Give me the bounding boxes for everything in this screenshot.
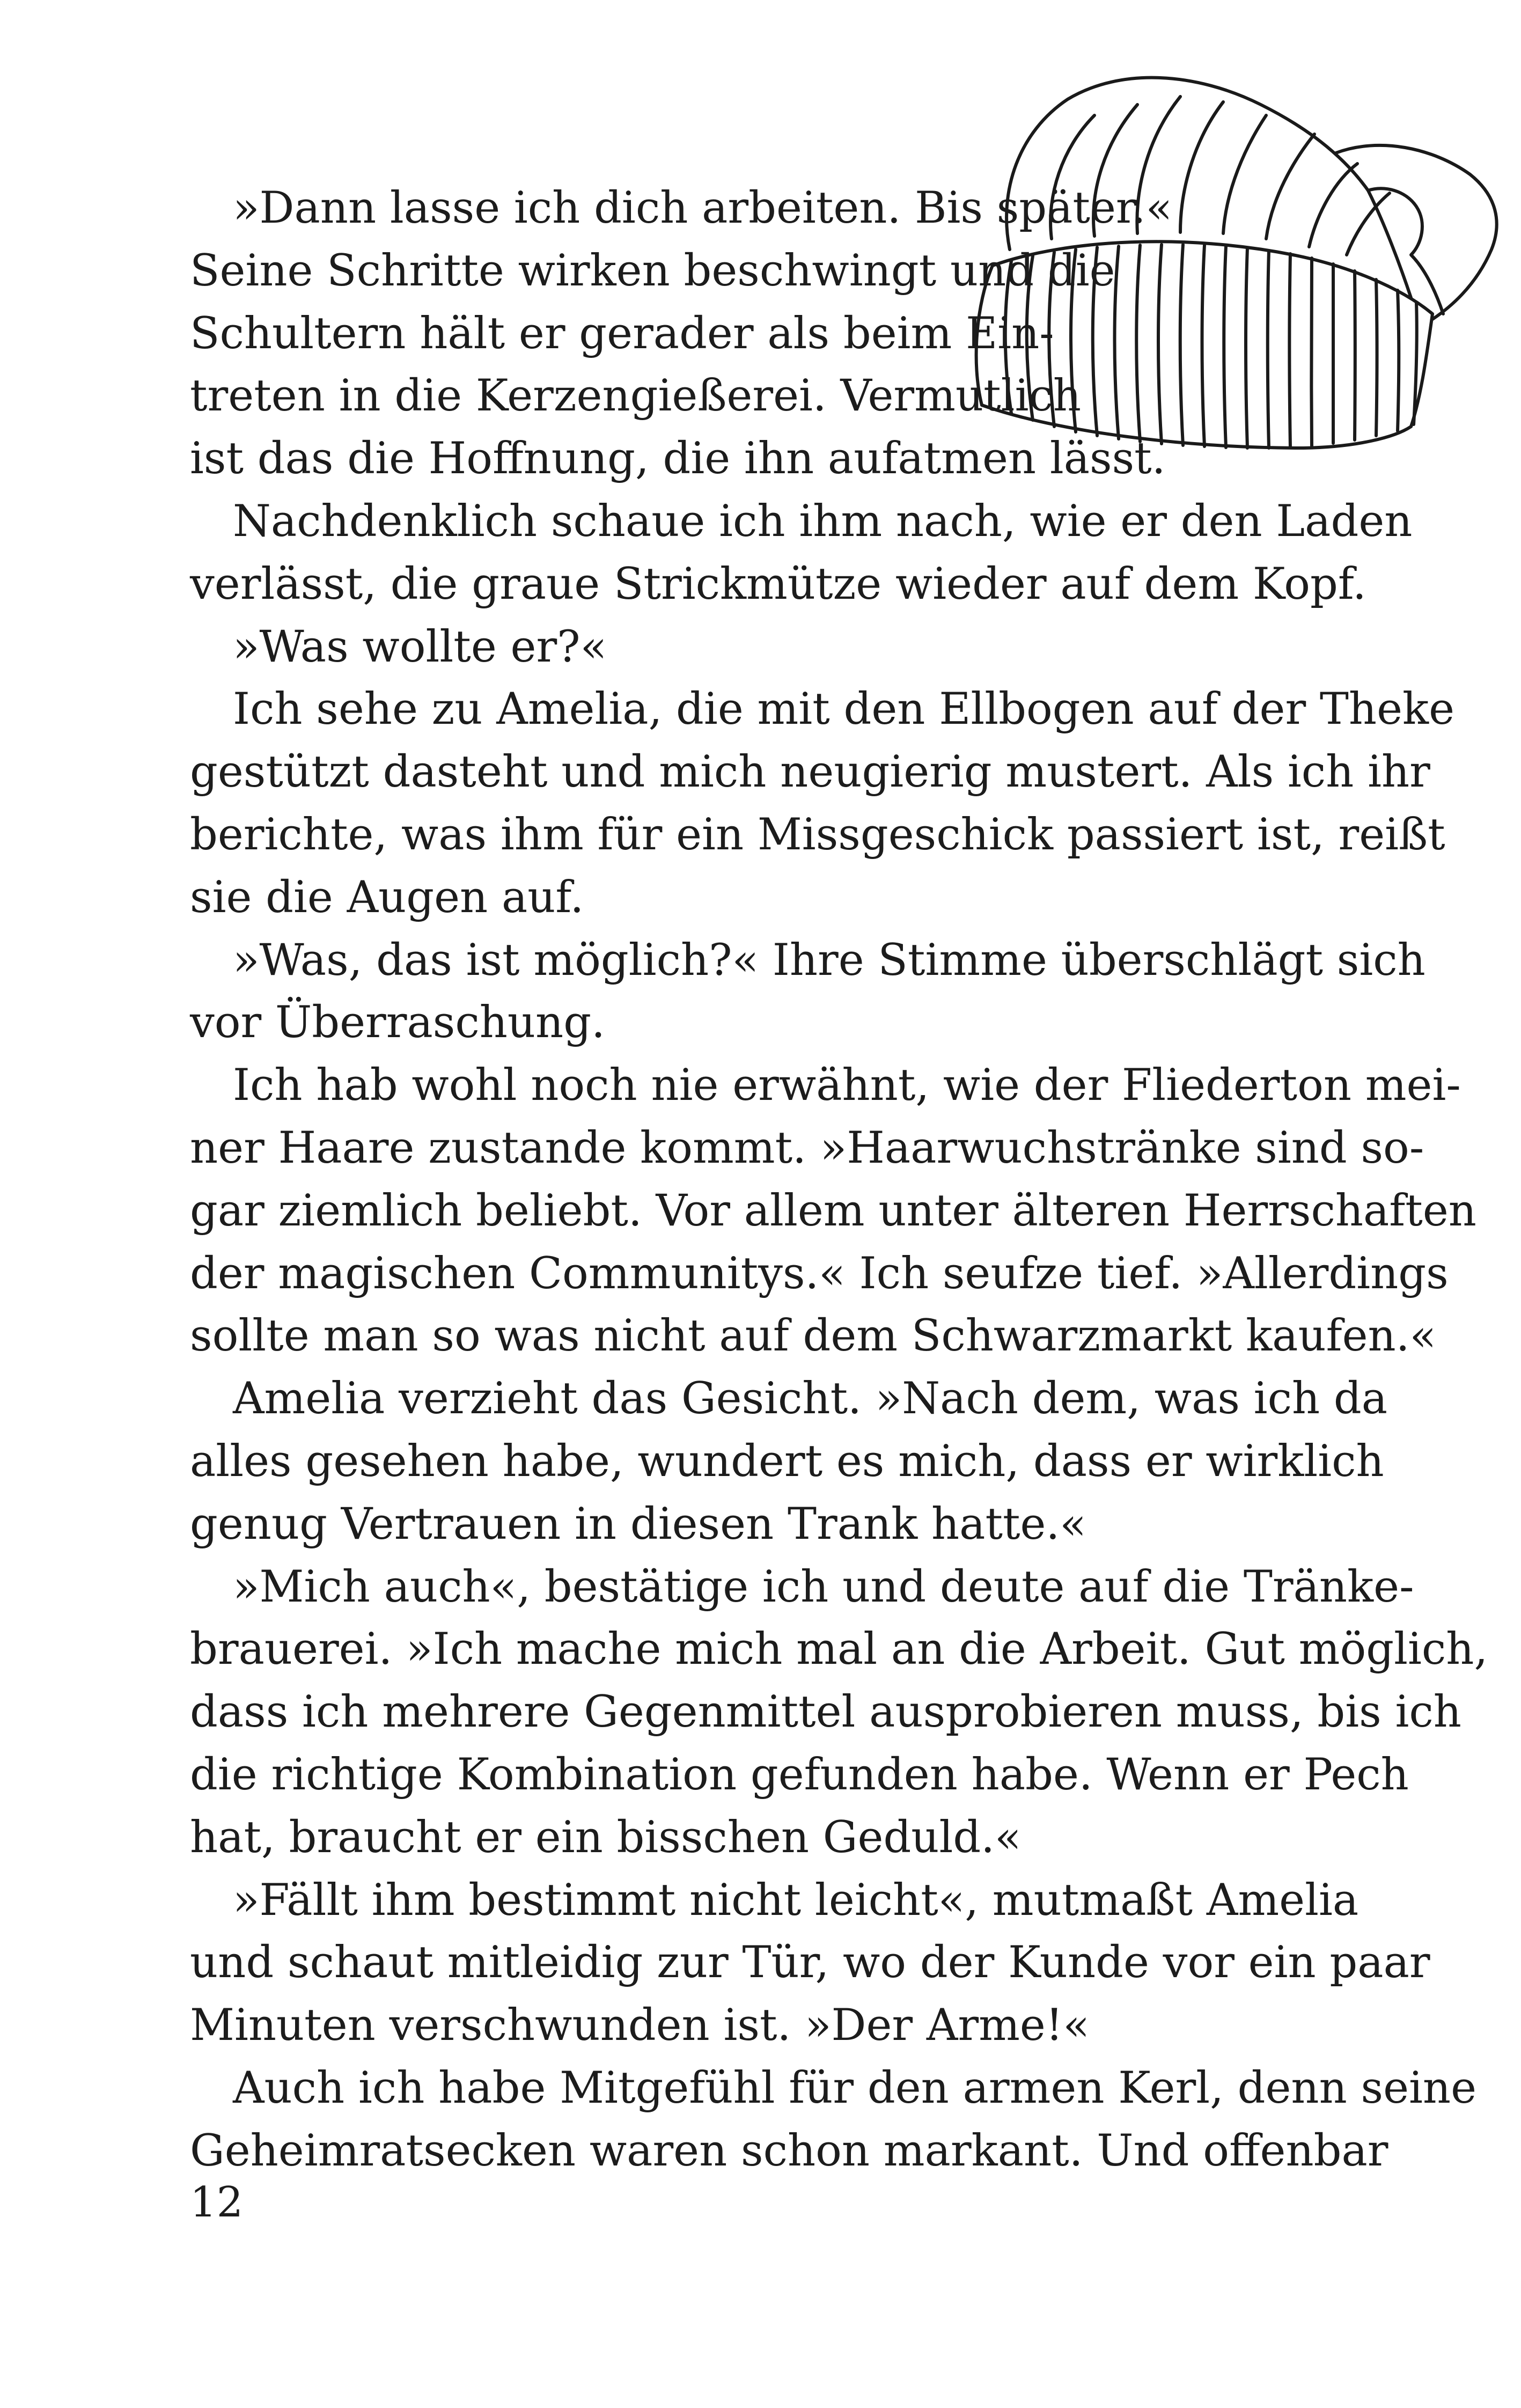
text-line: »Was wollte er?«: [233, 621, 607, 672]
text-line: sie die Augen auf.: [190, 872, 584, 923]
text-line: gar ziemlich beliebt. Vor allem unter älteren Herrschaften: [190, 1185, 1476, 1236]
page-number: 12: [190, 2178, 244, 2227]
text-line: verlässt, die graue Strickmütze wieder auf dem Kopf.: [190, 559, 1366, 610]
text-line: dass ich mehrere Gegenmittel ausprobieren muss, bis ich: [190, 1687, 1461, 1738]
text-line: Ich sehe zu Amelia, die mit den Ellbogen auf der Theke: [233, 684, 1455, 735]
text-line: ner Haare zustande kommt. »Haarwuchstränke sind so-: [190, 1122, 1424, 1173]
body-text: [190, 177, 1488, 2183]
text-line: sollte man so was nicht auf dem Schwarzmarkt kaufen.«: [190, 1311, 1437, 1362]
text-line: Nachdenklich schaue ich ihm nach, wie er den Laden: [233, 496, 1413, 547]
text-line: Ich hab wohl noch nie erwähnt, wie der Fliederton mei-: [233, 1060, 1461, 1111]
text-line: die richtige Kombination gefunden habe. Wenn er Pech: [190, 1749, 1409, 1800]
text-line: hat, braucht er ein bisschen Geduld.«: [190, 1812, 1022, 1863]
text-line: ist das die Hoffnung, die ihn aufatmen lässt.: [190, 434, 1166, 484]
text-line: Seine Schritte wirken beschwingt und die: [190, 245, 1115, 296]
text-line: »Was, das ist möglich?« Ihre Stimme überschlägt sich: [233, 935, 1426, 986]
text-line: gestützt dasteht und mich neugierig mustert. Als ich ihr: [190, 747, 1430, 798]
text-line: brauerei. »Ich mache mich mal an die Arbeit. Gut möglich,: [190, 1624, 1488, 1675]
text-line: »Dann lasse ich dich arbeiten. Bis später.«: [233, 183, 1173, 233]
text-line: und schaut mitleidig zur Tür, wo der Kunde vor ein paar: [190, 1937, 1430, 1988]
text-line: der magischen Communitys.« Ich seufze tief. »Allerdings: [190, 1248, 1449, 1299]
text-line: vor Überraschung.: [190, 997, 605, 1048]
text-line: genug Vertrauen in diesen Trank hatte.«: [190, 1499, 1086, 1550]
text-line: berichte, was ihm für ein Missgeschick passiert ist, reißt: [190, 809, 1445, 860]
text-line: alles gesehen habe, wundert es mich, dass er wirklich: [190, 1436, 1384, 1487]
text-line: Minuten verschwunden ist. »Der Arme!«: [190, 2000, 1090, 2051]
text-line: Schultern hält er gerader als beim Ein-: [190, 308, 1054, 359]
text-line: Geheimratsecken waren schon markant. Und offenbar: [190, 2125, 1388, 2176]
text-line: Amelia verzieht das Gesicht. »Nach dem, was ich da: [233, 1374, 1387, 1425]
text-line: Auch ich habe Mitgefühl für den armen Kerl, denn seine: [233, 2062, 1477, 2113]
text-line: »Fällt ihm bestimmt nicht leicht«, mutmaßt Amelia: [233, 1875, 1359, 1926]
text-line: treten in die Kerzengießerei. Vermutlich: [190, 371, 1082, 422]
text-line: »Mich auch«, bestätige ich und deute auf die Tränke-: [233, 1561, 1414, 1612]
